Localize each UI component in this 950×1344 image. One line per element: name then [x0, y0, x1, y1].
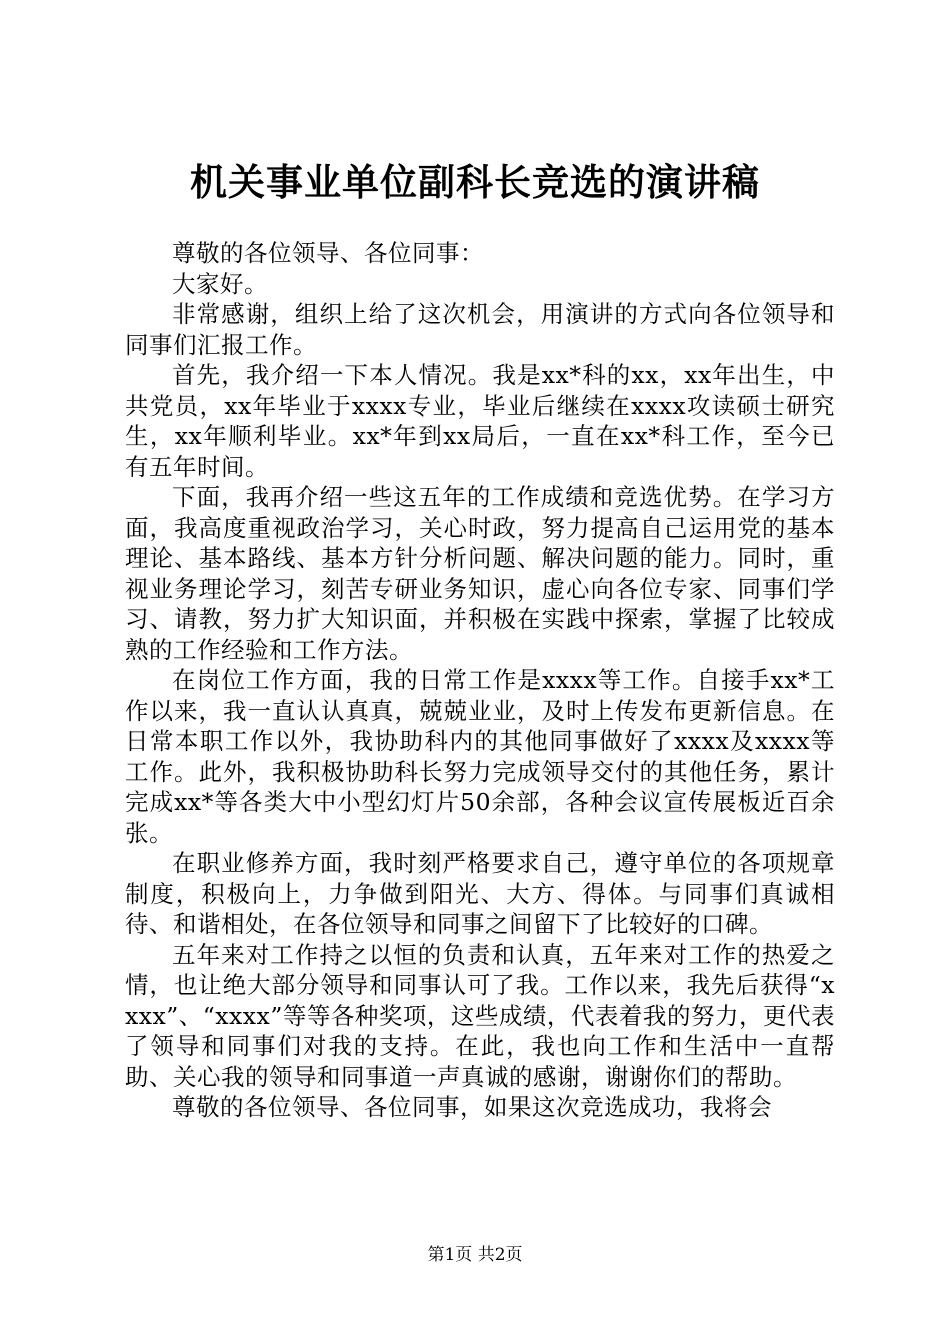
paragraph-professional-conduct: 在职业修养方面，我时刻严格要求自己，遵守单位的各项规章制度，积极向上，力争做到阳光、大方、得体。与同事们真诚相待、和谐相处，在各位领导和同事之间留下了比较好的口碑。: [125, 849, 835, 938]
document-body: [125, 238, 835, 1123]
paragraph-closing-partial: 尊敬的各位领导、各位同事，如果这次竞选成功，我将会: [172, 1093, 772, 1121]
paragraph-job-work: 在岗位工作方面，我的日常工作是xxxx等工作。自接手xx*工作以来，我一直认认真真，兢兢业业，及时上传发布更新信息。在日常本职工作以外，我协助科内的其他同事做好了xxxx及xxxx等工作。此外，我积极协助科长努力完成领导交付的其他任务，累计完成xx*等各类大中小型幻灯片50余部，各种会议宣传展板近百余张。: [125, 666, 835, 847]
page-number-footer: 第1页 共2页: [427, 1245, 523, 1265]
paragraph-introduction: 首先，我介绍一下本人情况。我是xx*科的xx，xx年出生，中共党员，xx年毕业于xxxx专业，毕业后继续在xxxx攻读硕士研究生，xx年顺利毕业。xx*年到xx局后，一直在xx*科工作，至今已有五年时间。: [125, 361, 835, 481]
document-title: 机关事业单位副科长竞选的演讲稿: [190, 161, 760, 204]
paragraph-greeting: 大家好。: [172, 269, 268, 298]
paragraph-recognition: 五年来对工作持之以恒的负责和认真，五年来对工作的热爱之情，也让绝大部分领导和同事认可了我。工作以来，我先后获得“xxxx”、“xxxx”等等各种奖项，这些成绩，代表着我的努力，更代表了领导和同事们对我的支持。在此，我也向工作和生活中一直帮助、关心我的领导和同事道一声真诚的感谢，谢谢你们的帮助。: [125, 940, 835, 1091]
paragraph-study-achievements: 下面，我再介绍一些这五年的工作成绩和竞选优势。在学习方面，我高度重视政治学习，关心时政，努力提高自己运用党的基本理论、基本路线、基本方针分析问题、解决问题的能力。同时，重视业务理论学习，刻苦专研业务知识，虚心向各位专家、同事们学习、请教，努力扩大知识面，并积极在实践中探索，掌握了比较成熟的工作经验和工作方法。: [125, 483, 835, 664]
paragraph-thanks: 非常感谢，组织上给了这次机会，用演讲的方式向各位领导和同事们汇报工作。: [125, 300, 835, 359]
paragraph-salutation: 尊敬的各位领导、各位同事：: [172, 239, 484, 267]
